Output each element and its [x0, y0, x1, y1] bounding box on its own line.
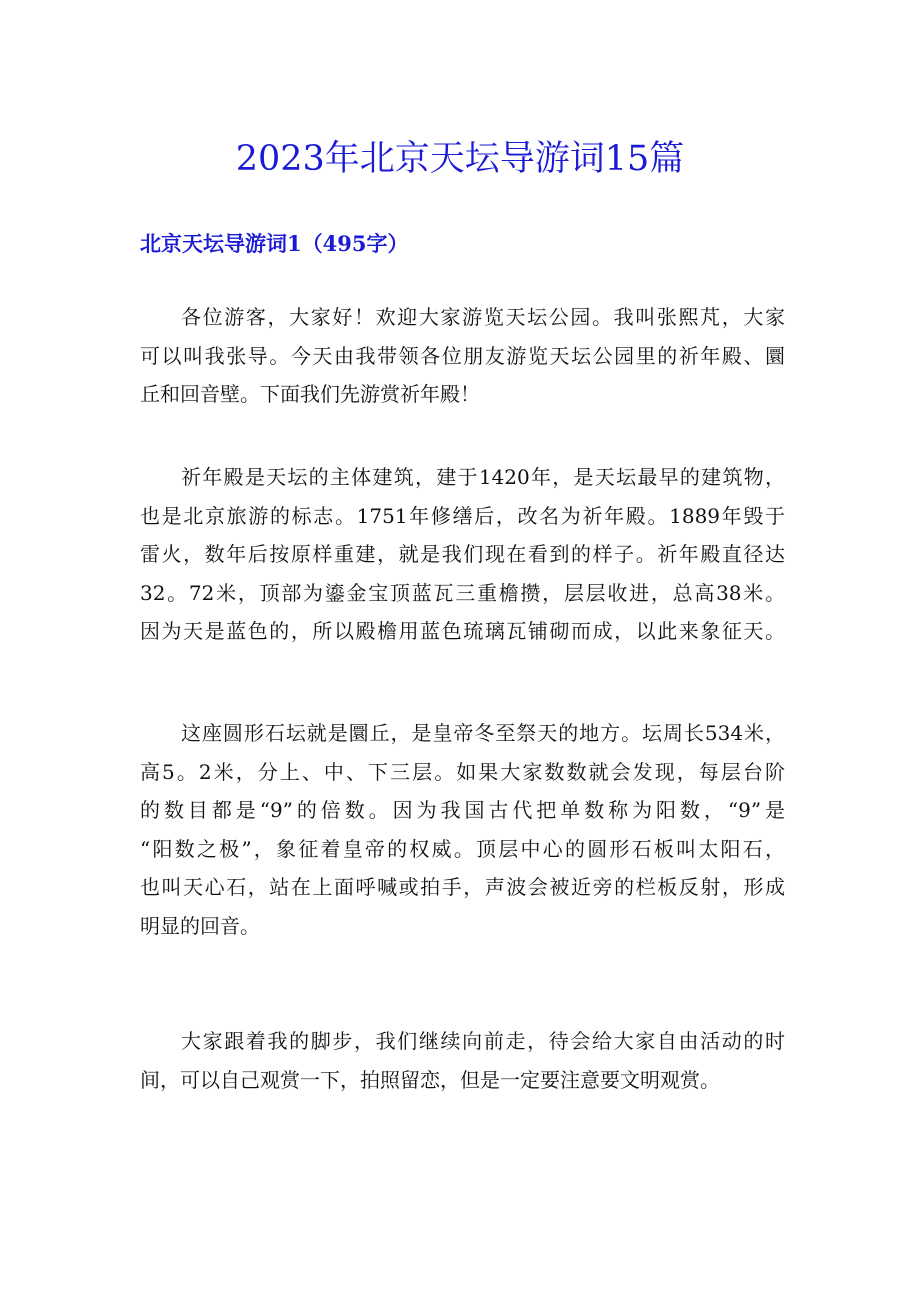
paragraph-line: 大家跟着我的脚步，我们继续向前走，待会给大家自由活动的时 [181, 1029, 785, 1053]
paragraph-line: “阳数之极”，象征着皇帝的权威。顶层中心的圆形石板叫太阳石， [140, 836, 785, 861]
paragraph-line: 间，可以自己观赏一下，拍照留恋，但是一定要注意要文明观赏。 [140, 1067, 720, 1092]
paragraph [140, 298, 785, 414]
paragraph-line: 32。72米，顶部为鎏金宝顶蓝瓦三重檐攒，层层收进，总高38米。 [140, 580, 785, 605]
section-heading: 北京天坛导游词1（495字） [140, 231, 409, 256]
paragraph [140, 458, 785, 651]
paragraph-line: 这座圆形石坛就是圜丘，是皇帝冬至祭天的地方。坛周长534米， [181, 721, 785, 745]
paragraph-line: 祈年殿是天坛的主体建筑，建于1420年，是天坛最早的建筑物， [181, 465, 785, 489]
paragraph-line: 也叫天心石，站在上面呼喊或拍手，声波会被近旁的栏板反射，形成 [140, 875, 785, 900]
paragraph-line: 雷火，数年后按原样重建，就是我们现在看到的样子。祈年殿直径达 [140, 542, 785, 567]
document-title: 2023年北京天坛导游词15篇 [235, 139, 685, 179]
paragraph-line: 因为天是蓝色的，所以殿檐用蓝色琉璃瓦铺砌而成，以此来象征天。 [140, 619, 785, 644]
paragraph-line: 也是北京旅游的标志。1751年修缮后，改名为祈年殿。1889年毁于 [140, 503, 785, 528]
paragraph-line: 明显的回音。 [140, 913, 260, 938]
paragraph-line: 的数目都是“9”的倍数。因为我国古代把单数称为阳数，“9”是 [140, 798, 785, 823]
paragraph [140, 714, 785, 946]
paragraph-line: 丘和回音壁。下面我们先游赏祈年殿！ [140, 382, 480, 407]
paragraph-line: 各位游客，大家好！欢迎大家游览天坛公园。我叫张熙芃，大家 [181, 305, 785, 329]
paragraph [140, 1022, 785, 1099]
paragraph-line: 高5。2米，分上、中、下三层。如果大家数数就会发现，每层台阶 [140, 759, 785, 784]
paragraph-line: 可以叫我张导。今天由我带领各位朋友游览天坛公园里的祈年殿、圜 [140, 343, 785, 368]
